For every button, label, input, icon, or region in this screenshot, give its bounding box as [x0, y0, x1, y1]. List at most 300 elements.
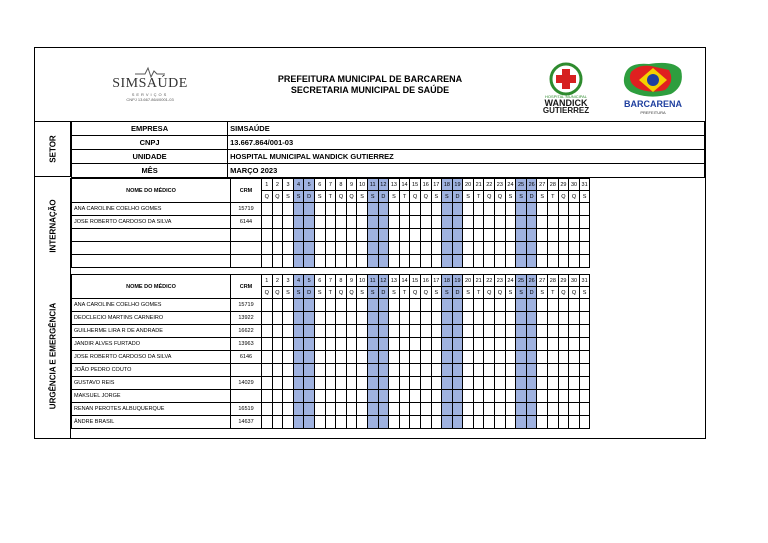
shift-cell[interactable]: [548, 325, 559, 338]
shift-cell[interactable]: [431, 216, 442, 229]
shift-cell[interactable]: [420, 338, 431, 351]
shift-cell[interactable]: [484, 416, 495, 429]
shift-cell[interactable]: [420, 216, 431, 229]
shift-cell[interactable]: [569, 364, 580, 377]
shift-cell[interactable]: [463, 364, 474, 377]
shift-cell[interactable]: [526, 255, 537, 268]
shift-cell[interactable]: [495, 364, 506, 377]
shift-cell[interactable]: [272, 299, 283, 312]
shift-cell[interactable]: [463, 377, 474, 390]
shift-cell[interactable]: [558, 416, 569, 429]
shift-cell[interactable]: [283, 416, 294, 429]
shift-cell[interactable]: [399, 351, 410, 364]
shift-cell[interactable]: [346, 351, 357, 364]
shift-cell[interactable]: [346, 338, 357, 351]
shift-cell[interactable]: [262, 351, 273, 364]
shift-cell[interactable]: [262, 242, 273, 255]
shift-cell[interactable]: [304, 338, 315, 351]
shift-cell[interactable]: [336, 416, 347, 429]
shift-cell[interactable]: [283, 299, 294, 312]
shift-cell[interactable]: [495, 325, 506, 338]
shift-cell[interactable]: [473, 377, 484, 390]
shift-cell[interactable]: [283, 351, 294, 364]
shift-cell[interactable]: [272, 377, 283, 390]
shift-cell[interactable]: [304, 403, 315, 416]
shift-cell[interactable]: [293, 255, 304, 268]
shift-cell[interactable]: [579, 416, 590, 429]
shift-cell[interactable]: [283, 390, 294, 403]
shift-cell[interactable]: [325, 364, 336, 377]
shift-cell[interactable]: [452, 338, 463, 351]
shift-cell[interactable]: [537, 325, 548, 338]
shift-cell[interactable]: [431, 390, 442, 403]
shift-cell[interactable]: [357, 312, 368, 325]
shift-cell[interactable]: [473, 312, 484, 325]
shift-cell[interactable]: [304, 416, 315, 429]
shift-cell[interactable]: [484, 312, 495, 325]
shift-cell[interactable]: [336, 299, 347, 312]
shift-cell[interactable]: [526, 242, 537, 255]
shift-cell[interactable]: [357, 325, 368, 338]
shift-cell[interactable]: [304, 216, 315, 229]
shift-cell[interactable]: [484, 203, 495, 216]
shift-cell[interactable]: [304, 299, 315, 312]
shift-cell[interactable]: [516, 364, 527, 377]
shift-cell[interactable]: [389, 364, 400, 377]
shift-cell[interactable]: [463, 203, 474, 216]
shift-cell[interactable]: [346, 325, 357, 338]
shift-cell[interactable]: [293, 299, 304, 312]
shift-cell[interactable]: [431, 242, 442, 255]
shift-cell[interactable]: [505, 229, 516, 242]
shift-cell[interactable]: [526, 299, 537, 312]
shift-cell[interactable]: [272, 390, 283, 403]
shift-cell[interactable]: [495, 377, 506, 390]
shift-cell[interactable]: [325, 351, 336, 364]
shift-cell[interactable]: [442, 351, 453, 364]
shift-cell[interactable]: [505, 351, 516, 364]
shift-cell[interactable]: [505, 416, 516, 429]
shift-cell[interactable]: [473, 229, 484, 242]
shift-cell[interactable]: [346, 364, 357, 377]
shift-cell[interactable]: [272, 229, 283, 242]
shift-cell[interactable]: [357, 203, 368, 216]
shift-cell[interactable]: [484, 299, 495, 312]
shift-cell[interactable]: [473, 216, 484, 229]
shift-cell[interactable]: [314, 242, 325, 255]
shift-cell[interactable]: [410, 299, 421, 312]
shift-cell[interactable]: [569, 242, 580, 255]
shift-cell[interactable]: [569, 255, 580, 268]
shift-cell[interactable]: [336, 351, 347, 364]
shift-cell[interactable]: [526, 325, 537, 338]
shift-cell[interactable]: [463, 216, 474, 229]
shift-cell[interactable]: [378, 403, 389, 416]
shift-cell[interactable]: [431, 416, 442, 429]
shift-cell[interactable]: [420, 203, 431, 216]
shift-cell[interactable]: [463, 255, 474, 268]
shift-cell[interactable]: [537, 216, 548, 229]
shift-cell[interactable]: [526, 312, 537, 325]
shift-cell[interactable]: [569, 299, 580, 312]
shift-cell[interactable]: [526, 351, 537, 364]
shift-cell[interactable]: [293, 377, 304, 390]
shift-cell[interactable]: [431, 299, 442, 312]
shift-cell[interactable]: [526, 390, 537, 403]
shift-cell[interactable]: [431, 403, 442, 416]
shift-cell[interactable]: [346, 390, 357, 403]
shift-cell[interactable]: [283, 377, 294, 390]
shift-cell[interactable]: [442, 255, 453, 268]
shift-cell[interactable]: [420, 351, 431, 364]
shift-cell[interactable]: [304, 325, 315, 338]
shift-cell[interactable]: [569, 351, 580, 364]
shift-cell[interactable]: [505, 203, 516, 216]
shift-cell[interactable]: [463, 312, 474, 325]
shift-cell[interactable]: [399, 216, 410, 229]
shift-cell[interactable]: [558, 255, 569, 268]
shift-cell[interactable]: [314, 229, 325, 242]
shift-cell[interactable]: [336, 255, 347, 268]
shift-cell[interactable]: [336, 242, 347, 255]
shift-cell[interactable]: [293, 416, 304, 429]
shift-cell[interactable]: [314, 364, 325, 377]
shift-cell[interactable]: [558, 325, 569, 338]
shift-cell[interactable]: [579, 325, 590, 338]
shift-cell[interactable]: [420, 255, 431, 268]
shift-cell[interactable]: [442, 312, 453, 325]
shift-cell[interactable]: [367, 325, 378, 338]
shift-cell[interactable]: [357, 242, 368, 255]
shift-cell[interactable]: [505, 242, 516, 255]
shift-cell[interactable]: [304, 255, 315, 268]
shift-cell[interactable]: [569, 216, 580, 229]
shift-cell[interactable]: [367, 390, 378, 403]
shift-cell[interactable]: [442, 203, 453, 216]
shift-cell[interactable]: [579, 203, 590, 216]
shift-cell[interactable]: [325, 325, 336, 338]
shift-cell[interactable]: [410, 416, 421, 429]
shift-cell[interactable]: [537, 377, 548, 390]
shift-cell[interactable]: [399, 390, 410, 403]
shift-cell[interactable]: [516, 203, 527, 216]
shift-cell[interactable]: [272, 242, 283, 255]
shift-cell[interactable]: [314, 216, 325, 229]
shift-cell[interactable]: [357, 390, 368, 403]
shift-cell[interactable]: [473, 351, 484, 364]
shift-cell[interactable]: [442, 242, 453, 255]
shift-cell[interactable]: [378, 416, 389, 429]
shift-cell[interactable]: [569, 203, 580, 216]
shift-cell[interactable]: [336, 312, 347, 325]
shift-cell[interactable]: [548, 377, 559, 390]
shift-cell[interactable]: [473, 242, 484, 255]
shift-cell[interactable]: [548, 364, 559, 377]
shift-cell[interactable]: [272, 416, 283, 429]
shift-cell[interactable]: [420, 312, 431, 325]
shift-cell[interactable]: [389, 203, 400, 216]
shift-cell[interactable]: [367, 351, 378, 364]
shift-cell[interactable]: [304, 242, 315, 255]
shift-cell[interactable]: [442, 390, 453, 403]
shift-cell[interactable]: [537, 390, 548, 403]
shift-cell[interactable]: [304, 364, 315, 377]
shift-cell[interactable]: [537, 416, 548, 429]
shift-cell[interactable]: [516, 229, 527, 242]
shift-cell[interactable]: [452, 299, 463, 312]
shift-cell[interactable]: [293, 364, 304, 377]
shift-cell[interactable]: [389, 242, 400, 255]
shift-cell[interactable]: [537, 338, 548, 351]
shift-cell[interactable]: [283, 364, 294, 377]
shift-cell[interactable]: [548, 390, 559, 403]
shift-cell[interactable]: [431, 255, 442, 268]
shift-cell[interactable]: [325, 242, 336, 255]
shift-cell[interactable]: [505, 364, 516, 377]
shift-cell[interactable]: [410, 390, 421, 403]
shift-cell[interactable]: [569, 377, 580, 390]
shift-cell[interactable]: [569, 229, 580, 242]
shift-cell[interactable]: [495, 351, 506, 364]
shift-cell[interactable]: [272, 312, 283, 325]
shift-cell[interactable]: [293, 338, 304, 351]
shift-cell[interactable]: [420, 242, 431, 255]
shift-cell[interactable]: [283, 203, 294, 216]
shift-cell[interactable]: [526, 416, 537, 429]
shift-cell[interactable]: [357, 229, 368, 242]
shift-cell[interactable]: [558, 364, 569, 377]
shift-cell[interactable]: [463, 299, 474, 312]
shift-cell[interactable]: [420, 325, 431, 338]
shift-cell[interactable]: [558, 242, 569, 255]
shift-cell[interactable]: [569, 325, 580, 338]
shift-cell[interactable]: [548, 403, 559, 416]
shift-cell[interactable]: [314, 312, 325, 325]
shift-cell[interactable]: [516, 325, 527, 338]
shift-cell[interactable]: [262, 255, 273, 268]
shift-cell[interactable]: [367, 416, 378, 429]
shift-cell[interactable]: [558, 312, 569, 325]
shift-cell[interactable]: [378, 351, 389, 364]
shift-cell[interactable]: [283, 338, 294, 351]
shift-cell[interactable]: [346, 403, 357, 416]
shift-cell[interactable]: [389, 312, 400, 325]
shift-cell[interactable]: [548, 203, 559, 216]
shift-cell[interactable]: [452, 377, 463, 390]
shift-cell[interactable]: [473, 403, 484, 416]
shift-cell[interactable]: [378, 338, 389, 351]
shift-cell[interactable]: [484, 229, 495, 242]
shift-cell[interactable]: [484, 255, 495, 268]
shift-cell[interactable]: [452, 216, 463, 229]
shift-cell[interactable]: [548, 351, 559, 364]
shift-cell[interactable]: [537, 351, 548, 364]
shift-cell[interactable]: [357, 416, 368, 429]
shift-cell[interactable]: [442, 299, 453, 312]
shift-cell[interactable]: [272, 216, 283, 229]
shift-cell[interactable]: [495, 312, 506, 325]
shift-cell[interactable]: [410, 377, 421, 390]
shift-cell[interactable]: [548, 312, 559, 325]
shift-cell[interactable]: [526, 364, 537, 377]
shift-cell[interactable]: [452, 416, 463, 429]
shift-cell[interactable]: [537, 242, 548, 255]
shift-cell[interactable]: [473, 299, 484, 312]
shift-cell[interactable]: [399, 364, 410, 377]
shift-cell[interactable]: [272, 338, 283, 351]
shift-cell[interactable]: [346, 242, 357, 255]
shift-cell[interactable]: [399, 416, 410, 429]
shift-cell[interactable]: [367, 229, 378, 242]
shift-cell[interactable]: [579, 390, 590, 403]
shift-cell[interactable]: [526, 203, 537, 216]
shift-cell[interactable]: [357, 338, 368, 351]
shift-cell[interactable]: [389, 351, 400, 364]
shift-cell[interactable]: [516, 216, 527, 229]
shift-cell[interactable]: [473, 364, 484, 377]
shift-cell[interactable]: [484, 325, 495, 338]
shift-cell[interactable]: [548, 242, 559, 255]
shift-cell[interactable]: [495, 242, 506, 255]
shift-cell[interactable]: [516, 299, 527, 312]
shift-cell[interactable]: [399, 338, 410, 351]
shift-cell[interactable]: [314, 403, 325, 416]
shift-cell[interactable]: [293, 216, 304, 229]
shift-cell[interactable]: [367, 216, 378, 229]
shift-cell[interactable]: [431, 229, 442, 242]
shift-cell[interactable]: [346, 216, 357, 229]
shift-cell[interactable]: [463, 338, 474, 351]
shift-cell[interactable]: [314, 351, 325, 364]
shift-cell[interactable]: [262, 229, 273, 242]
shift-cell[interactable]: [314, 390, 325, 403]
shift-cell[interactable]: [314, 299, 325, 312]
shift-cell[interactable]: [526, 377, 537, 390]
shift-cell[interactable]: [579, 255, 590, 268]
shift-cell[interactable]: [420, 299, 431, 312]
shift-cell[interactable]: [325, 312, 336, 325]
shift-cell[interactable]: [569, 338, 580, 351]
shift-cell[interactable]: [283, 216, 294, 229]
shift-cell[interactable]: [314, 338, 325, 351]
shift-cell[interactable]: [526, 229, 537, 242]
shift-cell[interactable]: [378, 255, 389, 268]
shift-cell[interactable]: [558, 299, 569, 312]
shift-cell[interactable]: [442, 325, 453, 338]
shift-cell[interactable]: [357, 403, 368, 416]
shift-cell[interactable]: [314, 377, 325, 390]
shift-cell[interactable]: [325, 255, 336, 268]
shift-cell[interactable]: [378, 216, 389, 229]
shift-cell[interactable]: [569, 416, 580, 429]
shift-cell[interactable]: [473, 416, 484, 429]
shift-cell[interactable]: [452, 390, 463, 403]
shift-cell[interactable]: [336, 216, 347, 229]
shift-cell[interactable]: [399, 242, 410, 255]
shift-cell[interactable]: [579, 364, 590, 377]
shift-cell[interactable]: [346, 312, 357, 325]
shift-cell[interactable]: [304, 312, 315, 325]
shift-cell[interactable]: [558, 229, 569, 242]
shift-cell[interactable]: [399, 312, 410, 325]
shift-cell[interactable]: [442, 216, 453, 229]
shift-cell[interactable]: [325, 229, 336, 242]
shift-cell[interactable]: [410, 255, 421, 268]
shift-cell[interactable]: [495, 390, 506, 403]
shift-cell[interactable]: [399, 377, 410, 390]
shift-cell[interactable]: [389, 216, 400, 229]
shift-cell[interactable]: [293, 351, 304, 364]
shift-cell[interactable]: [495, 216, 506, 229]
shift-cell[interactable]: [304, 390, 315, 403]
shift-cell[interactable]: [516, 338, 527, 351]
shift-cell[interactable]: [505, 299, 516, 312]
shift-cell[interactable]: [484, 364, 495, 377]
shift-cell[interactable]: [431, 203, 442, 216]
shift-cell[interactable]: [420, 377, 431, 390]
shift-cell[interactable]: [304, 229, 315, 242]
shift-cell[interactable]: [569, 390, 580, 403]
shift-cell[interactable]: [537, 364, 548, 377]
shift-cell[interactable]: [262, 338, 273, 351]
shift-cell[interactable]: [378, 299, 389, 312]
shift-cell[interactable]: [442, 377, 453, 390]
shift-cell[interactable]: [558, 338, 569, 351]
shift-cell[interactable]: [283, 325, 294, 338]
shift-cell[interactable]: [463, 229, 474, 242]
shift-cell[interactable]: [378, 390, 389, 403]
shift-cell[interactable]: [357, 216, 368, 229]
shift-cell[interactable]: [420, 229, 431, 242]
shift-cell[interactable]: [262, 216, 273, 229]
shift-cell[interactable]: [304, 351, 315, 364]
shift-cell[interactable]: [367, 312, 378, 325]
shift-cell[interactable]: [336, 390, 347, 403]
shift-cell[interactable]: [537, 403, 548, 416]
shift-cell[interactable]: [399, 325, 410, 338]
shift-cell[interactable]: [452, 242, 463, 255]
shift-cell[interactable]: [558, 390, 569, 403]
shift-cell[interactable]: [378, 242, 389, 255]
shift-cell[interactable]: [442, 416, 453, 429]
shift-cell[interactable]: [336, 364, 347, 377]
shift-cell[interactable]: [410, 351, 421, 364]
shift-cell[interactable]: [484, 338, 495, 351]
shift-cell[interactable]: [579, 229, 590, 242]
shift-cell[interactable]: [495, 255, 506, 268]
shift-cell[interactable]: [452, 229, 463, 242]
shift-cell[interactable]: [357, 364, 368, 377]
shift-cell[interactable]: [410, 216, 421, 229]
shift-cell[interactable]: [579, 377, 590, 390]
shift-cell[interactable]: [410, 312, 421, 325]
shift-cell[interactable]: [272, 351, 283, 364]
shift-cell[interactable]: [272, 403, 283, 416]
shift-cell[interactable]: [505, 325, 516, 338]
shift-cell[interactable]: [579, 242, 590, 255]
shift-cell[interactable]: [442, 403, 453, 416]
shift-cell[interactable]: [346, 229, 357, 242]
shift-cell[interactable]: [283, 312, 294, 325]
shift-cell[interactable]: [389, 390, 400, 403]
shift-cell[interactable]: [389, 377, 400, 390]
shift-cell[interactable]: [505, 390, 516, 403]
shift-cell[interactable]: [569, 312, 580, 325]
shift-cell[interactable]: [367, 377, 378, 390]
shift-cell[interactable]: [537, 229, 548, 242]
shift-cell[interactable]: [410, 242, 421, 255]
shift-cell[interactable]: [262, 390, 273, 403]
